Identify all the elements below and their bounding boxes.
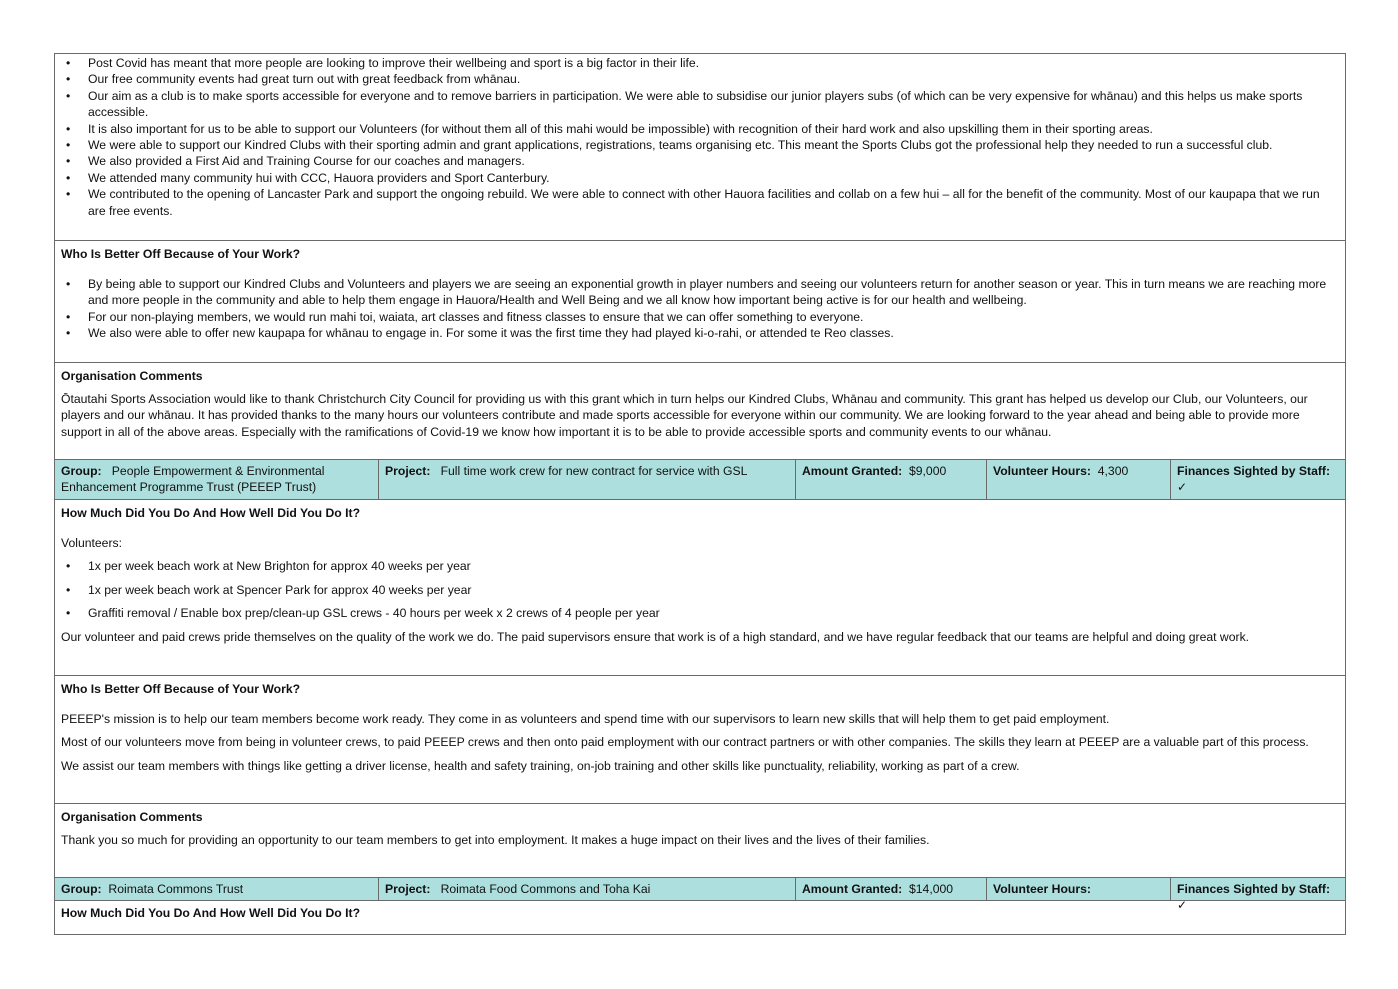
group-label: Group: bbox=[61, 882, 102, 896]
group-cell bbox=[55, 878, 379, 900]
project-value: Roimata Food Commons and Toha Kai bbox=[440, 882, 651, 896]
project-label: Project: bbox=[385, 464, 431, 478]
report-sheet bbox=[54, 53, 1346, 935]
amount-cell bbox=[796, 460, 987, 499]
better-off-section-1 bbox=[55, 241, 1345, 363]
comment-text: Ōtautahi Sports Association would like to thank Christchurch City Council for providing us with this grant which in turn helps our Kindred Clubs, Whānau and community. This grant has helped us develop our Club, our Volunteers, our players and our whānau. It has provided thanks to the many hours our volunteers contribute and made sports accessible for everyone within our community. We are looking forward to the year ahead and being able to provide more support in all of the above areas. Especially with the ramifications of Covid-19 we know how important it is to be able to provide accessible sports and community events to our whānau. bbox=[61, 392, 1308, 439]
list-item: • We also were able to offer new kaupapa for whānau to engage in. For some it was the first time they had played ki-o-rahi, or attended te Reo classes. bbox=[88, 325, 1339, 341]
section-heading: Who Is Better Off Because of Your Work? bbox=[61, 682, 301, 696]
project-value: Full time work crew for new contract for service with GSL bbox=[440, 464, 748, 478]
volunteer-value: 4,300 bbox=[1097, 464, 1129, 478]
finances-label: Finances Sighted by Staff: bbox=[1177, 464, 1331, 478]
section-heading: How Much Did You Do And How Well Did You Do It? bbox=[61, 906, 361, 920]
volunteer-label: Volunteer Hours: bbox=[993, 882, 1091, 896]
list-item: • Our aim as a club is to make sports accessible for everyone and to remove barriers in participation. We were able to subsidise our junior players subs (of which can be very expensive for whānau) and this helps us make sports accessible. bbox=[88, 88, 1339, 121]
list-item: • Graffiti removal / Enable box prep/clean-up GSL crews - 40 hours per week x 2 crews of 4 people per year bbox=[88, 605, 1339, 621]
amount-value: $9,000 bbox=[908, 464, 947, 478]
amount-label: Amount Granted: bbox=[802, 882, 903, 896]
activities-list bbox=[61, 558, 1339, 621]
list-item: • For our non-playing members, we would run mahi toi, waiata, art classes and fitness classes to ensure that we can offer something to everyone. bbox=[88, 309, 1339, 325]
amount-label: Amount Granted: bbox=[802, 464, 903, 478]
check-icon: ✓ bbox=[1177, 480, 1188, 495]
section-heading: How Much Did You Do And How Well Did You Do It? bbox=[61, 506, 361, 520]
list-item: • By being able to support our Kindred Clubs and Volunteers and players we are seeing an exponential growth in player numbers and seeing our volunteers return for another season or year. This in turn means we are reaching more and more people in the community and able to help them engage in Hauora/Health and Well Being and we all know how important being active is for our health and wellbeing. bbox=[88, 276, 1339, 309]
volunteer-cell bbox=[987, 878, 1171, 900]
amount-cell bbox=[796, 878, 987, 900]
group-cell bbox=[55, 460, 379, 499]
volunteers-intro: Volunteers: bbox=[61, 536, 122, 550]
volunteer-cell bbox=[987, 460, 1171, 499]
finances-cell bbox=[1171, 460, 1345, 499]
org-comments-section-2 bbox=[55, 804, 1345, 878]
grant-header-row bbox=[55, 460, 1345, 500]
section-heading: Who Is Better Off Because of Your Work? bbox=[61, 247, 301, 261]
comment-text: Thank you so much for providing an opportunity to our team members to get into employment. It makes a huge impact on their lives and the lives of their families. bbox=[61, 833, 930, 847]
outcomes-section bbox=[55, 54, 1345, 241]
list-item: • We contributed to the opening of Lancaster Park and support the ongoing rebuild. We were able to connect with other Hauora facilities and collab on a few hui – all for the benefit of the community. Most of our kaupapa that we run are free events. bbox=[88, 186, 1339, 219]
progression-text: Most of our volunteers move from being in volunteer crews, to paid PEEEP crews and then onto paid employment with our contract partners or with other companies. The skills they learn at PEEEP are a valuable part of this process. bbox=[61, 735, 1309, 750]
list-item: • We were able to support our Kindred Clubs with their sporting admin and grant applications, registrations, teams organising etc. This meant the Sports Clubs got the professional help they needed to run a successful club. bbox=[88, 137, 1339, 153]
list-item: • It is also important for us to be able to support our Volunteers (for without them all of this mahi would be impossible) with recognition of their hard work and also upskilling them in their sporting areas. bbox=[88, 121, 1339, 137]
list-item: • Our free community events had great turn out with great feedback from whānau. bbox=[88, 71, 1339, 87]
how-much-section-1 bbox=[55, 500, 1345, 676]
amount-value: $14,000 bbox=[908, 882, 954, 896]
how-much-section-2 bbox=[55, 901, 1345, 934]
org-comments-section-1 bbox=[55, 363, 1345, 460]
better-off-list bbox=[61, 276, 1339, 342]
check-icon: ✓ bbox=[1177, 898, 1188, 913]
outcomes-list bbox=[61, 55, 1339, 219]
better-off-section-2 bbox=[55, 676, 1345, 804]
section-heading: Organisation Comments bbox=[61, 369, 203, 383]
section-heading: Organisation Comments bbox=[61, 810, 203, 824]
mission-text: PEEEP's mission is to help our team members become work ready. They come in as volunteers and spend time with our supervisors to learn new skills that will help them to get paid employment. bbox=[61, 712, 1110, 726]
project-cell bbox=[379, 878, 796, 900]
group-label: Group: bbox=[61, 464, 102, 478]
group-value: Roimata Commons Trust bbox=[108, 882, 244, 896]
finances-label: Finances Sighted by Staff: bbox=[1177, 882, 1331, 896]
list-item: • 1x per week beach work at Spencer Park for approx 40 weeks per year bbox=[88, 582, 1339, 598]
project-cell bbox=[379, 460, 796, 499]
group-value: People Empowerment & Environmental Enhancement Programme Trust (PEEEP Trust) bbox=[61, 464, 325, 495]
list-item: • Post Covid has meant that more people are looking to improve their wellbeing and sport is a big factor in their life. bbox=[88, 55, 1339, 71]
list-item: • We also provided a First Aid and Training Course for our coaches and managers. bbox=[88, 153, 1339, 169]
assistance-text: We assist our team members with things like getting a driver license, health and safety training, on-job training and other skills like punctuality, reliability, working as part of a crew. bbox=[61, 758, 1020, 773]
quality-text: Our volunteer and paid crews pride themselves on the quality of the work we do. The paid supervisors ensure that work is of a high standard, and we have regular feedback that our teams are helpful and doing great work. bbox=[61, 629, 1250, 644]
list-item: • 1x per week beach work at New Brighton for approx 40 weeks per year bbox=[88, 558, 1339, 574]
project-label: Project: bbox=[385, 882, 431, 896]
volunteer-label: Volunteer Hours: bbox=[993, 464, 1091, 478]
list-item: • We attended many community hui with CCC, Hauora providers and Sport Canterbury. bbox=[88, 170, 1339, 186]
finances-cell bbox=[1171, 878, 1345, 913]
